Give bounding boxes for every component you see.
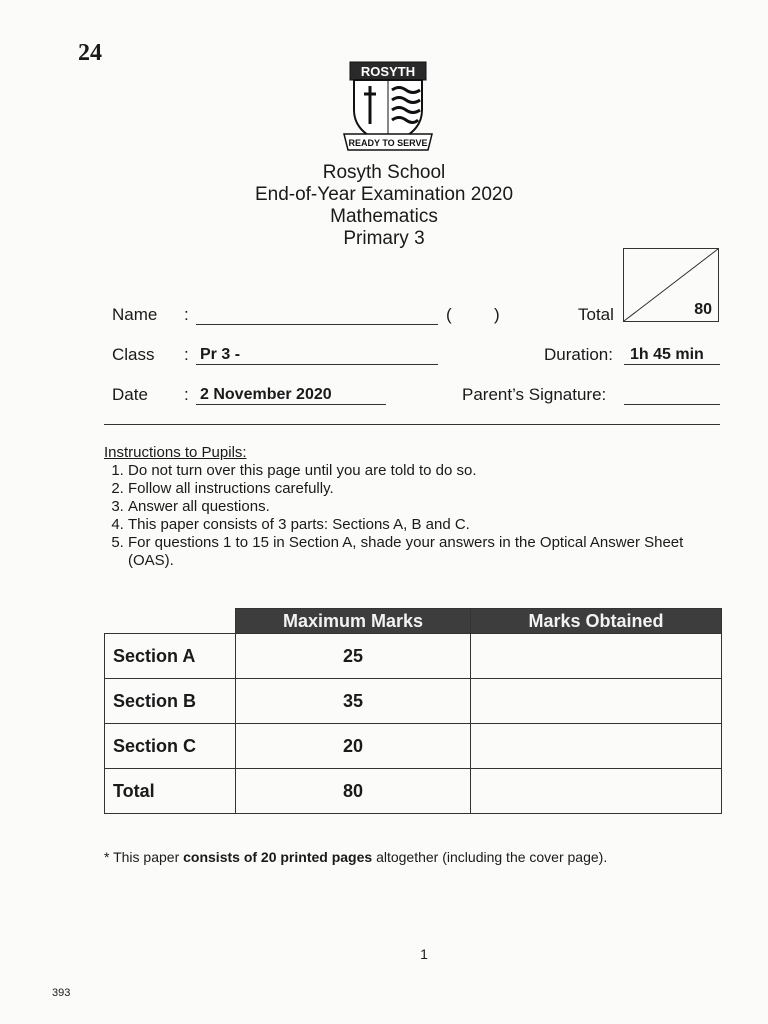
table-header-row [105,609,722,634]
total-label: Total [578,305,614,324]
duration-value: 1h 45 min [630,346,704,363]
header-maximum-marks: Maximum Marks [236,609,471,634]
marks-table [104,608,722,814]
instructions [104,444,724,570]
name-field[interactable] [196,324,438,325]
instruction-item: 4. This paper consists of 3 parts: Sections A, B and C. [128,516,724,534]
section-name: Section B [105,679,236,724]
table-row [105,724,722,769]
table-corner-cell [105,609,236,634]
class-field[interactable] [196,364,438,365]
maximum-marks: 80 [236,769,471,814]
instructions-list [104,462,724,570]
marks-obtained-cell[interactable] [471,634,722,679]
total-marks-box[interactable] [623,248,719,322]
crest-motto-text: READY TO SERVE [348,138,428,148]
maximum-marks: 20 [236,724,471,769]
header-marks-obtained: Marks Obtained [471,609,722,634]
class-value: Pr 3 - [200,346,241,363]
instruction-item: 1. Do not turn over this page until you are told to do so. [128,462,724,480]
school-crest-logo [340,60,436,156]
crest-banner-text: ROSYTH [360,64,416,79]
level-title: Primary 3 [343,228,425,249]
section-name: Section A [105,634,236,679]
header-divider [104,424,720,425]
section-name: Section C [105,724,236,769]
name-colon: : [184,305,189,324]
date-value: 2 November 2020 [200,386,332,403]
note-suffix: altogether (including the cover page). [372,849,608,865]
corner-page-number: 24 [78,40,102,66]
note-bold: consists of 20 printed pages [183,849,373,865]
name-label: Name [112,305,158,324]
school-name: Rosyth School [322,162,446,183]
table-row [105,634,722,679]
page-count-note [104,849,607,865]
instruction-item: 5. For questions 1 to 15 in Section A, shade your answers in the Optical Answer Sheet (OAS). [128,534,724,570]
duration-underline [624,364,720,365]
table-row [105,679,722,724]
class-colon: : [184,345,189,364]
class-label: Class [112,345,155,364]
maximum-marks: 35 [236,679,471,724]
signature-field[interactable] [624,404,720,405]
instruction-item: 3. Answer all questions. [128,498,724,516]
register-number-close: ) [494,305,500,324]
total-marks-value: 80 [694,301,712,318]
date-colon: : [184,385,189,404]
instructions-title: Instructions to Pupils: [104,444,247,461]
date-label: Date [112,385,148,404]
subject-title: Mathematics [330,206,438,227]
maximum-marks: 25 [236,634,471,679]
marks-obtained-cell[interactable] [471,679,722,724]
register-number-open: ( [446,305,452,324]
date-field[interactable] [196,404,386,405]
marks-obtained-cell[interactable] [471,769,722,814]
footer-code: 393 [52,987,71,999]
exam-title: End-of-Year Examination 2020 [254,184,514,205]
section-name: Total [105,769,236,814]
marks-obtained-cell[interactable] [471,724,722,769]
instruction-item: 2. Follow all instructions carefully. [128,480,724,498]
signature-label: Parent’s Signature: [462,385,607,404]
duration-label: Duration: [544,345,613,364]
page-number: 1 [420,946,428,962]
table-row [105,769,722,814]
note-prefix: * This paper [104,849,184,865]
